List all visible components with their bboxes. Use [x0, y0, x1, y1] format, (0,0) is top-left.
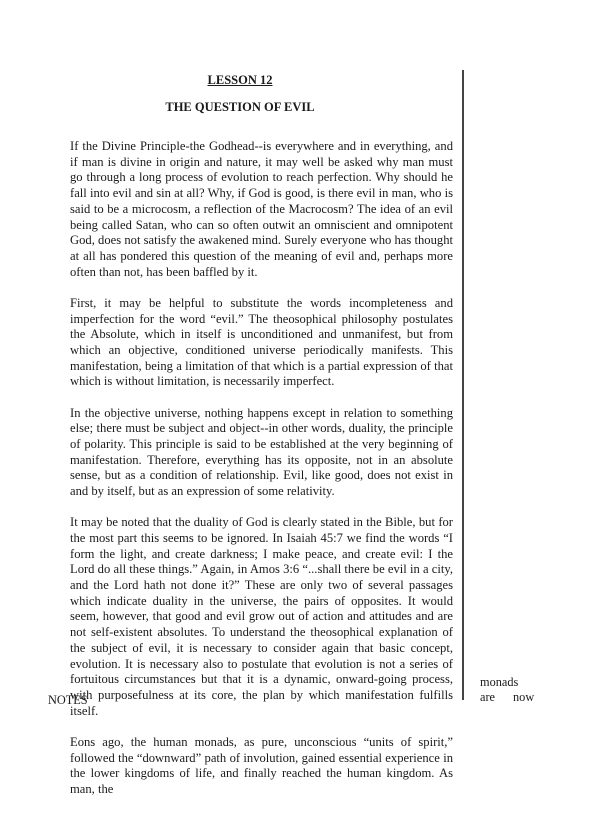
lesson-number-heading: LESSON 12	[207, 73, 273, 87]
notes-column-divider	[462, 70, 464, 700]
lesson-body	[70, 139, 453, 813]
margin-note-line-2	[480, 690, 534, 705]
margin-notes	[480, 675, 534, 704]
paragraph-eons-ago: Eons ago, the human monads, as pure, unconscious “units of spirit,” followed the “downward” path of involution, gained essential experience in the lower kingdoms of life, and finally reached the human kingdom. As man, the	[70, 734, 453, 797]
notes-label: NOTES	[48, 693, 88, 707]
margin-note-word-now: now	[513, 689, 535, 704]
paragraph-objective-universe: In the objective universe, nothing happens except in relation to something else; there must be subject and object--in other words, duality, the principle of polarity. This principle is said to be established at the very beginning of manifestation. Therefore, everything has its opposite, not in an absolute sense, but as a condition of relationship. Evil, like good, does not exist in and by itself, but as an expression of some relativity.	[70, 405, 453, 499]
paragraph-duality-bible: It may be noted that the duality of God is clearly stated in the Bible, but for the most part this seems to be ignored. In Isaiah 45:7 we find the words “I form the light, and create darkness; I make peace, and create evil: I the Lord do all these things.” Again, in Amos 3:6 “...shall there be evil in a city, and the Lord hath not done it?” These are only two of several passages which indicate duality in the universe, the pairs of opposites. It would seem, however, that good and evil grow out of action and attitudes and are not self-existent absolutes. To understand the theosophical explanation of the subject of evil, it is necessary to consider again that basic concept, evolution. It is necessary also to postulate that evolution is not a series of fortuitous circumstances but that it is a dynamic, onward-going process, with purposefulness at its core, the plan by which manifestation fulfills itself.	[70, 515, 453, 718]
lesson-title: THE QUESTION OF EVIL	[165, 100, 315, 114]
paragraph-incompleteness: First, it may be helpful to substitute the words incompleteness and imperfection for the word “evil.” The theosophical philosophy postulates the Absolute, which in itself is unconditioned and unmanifest, but from which an objective, conditioned universe periodically manifests. This manifestation, being a limitation of that which is a partial expression of that which is without limitation, is necessarily imperfect.	[70, 295, 453, 389]
paragraph-divine-principle: If the Divine Principle-the Godhead--is everywhere and in everything, and if man is divine in origin and nature, it may well be asked why man must go through a long process of evolution to reach perfection. Why should he fall into evil and sin at all? Why, if God is good, is there evil in man, who is said to be a microcosm, a reflection of the Macrocosm? The idea of an evil being called Satan, who can so often outwit an omniscient and omnipotent God, does not satisfy the awakened mind. Surely everyone who has thought at all has pondered this question of the meaning of evil and, perhaps more often than not, has been baffled by it.	[70, 139, 453, 279]
margin-note-line-1: monads	[480, 675, 519, 689]
margin-note-word-are: are	[480, 689, 496, 704]
